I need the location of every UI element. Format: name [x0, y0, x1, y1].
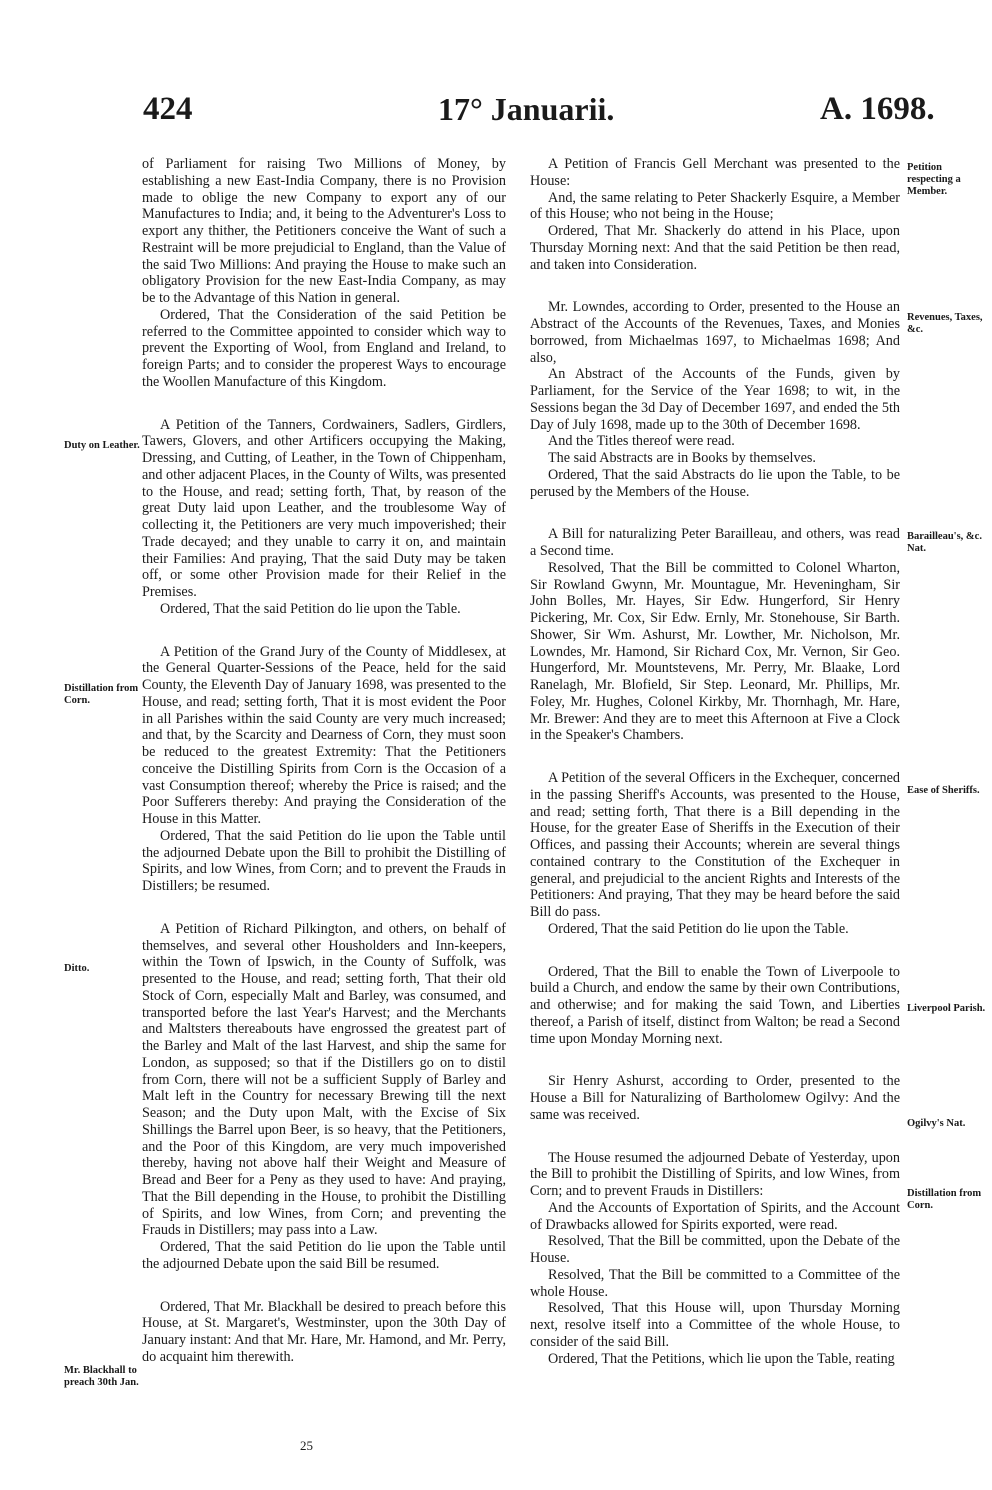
paragraph: And the Accounts of Exportation of Spirits, and the Account of Drawbacks allowed for Spirits exported, were read. [530, 1199, 900, 1233]
margin-note-sheriffs: Ease of Sheriffs. [907, 785, 980, 796]
paragraph: of Parliament for raising Two Millions of Money, by establishing a new East-India Company, there is no Provision made to oblige the new Company to export any of our Manufactures to India; and, it being to the Adventurer's Loss to export any thither, the Petitioners conceive the Want of such a Restraint will be more prejudicial to England, than the Value of the said Two Millions: And praying the House to make such an obligatory Provision for the new East-India Company, as may be to the Advantage of this Nation in general. [142, 156, 506, 306]
paragraph: Ordered, That the Bill to enable the Town of Liverpoole to build a Church, and endow the same by their own Contributions, and otherwise; and for making the said Town, and Liberties thereof, a Parish of itself, distinct from Walton; be read a Second time upon Monday Morning next. [530, 963, 900, 1047]
margin-note-liverpool: Liverpool Parish. [907, 1003, 986, 1014]
margin-note-barailleau: Barailleau's, &c. Nat. [907, 531, 982, 554]
margin-note-duty-leather: Duty on Leather. [64, 440, 140, 451]
paragraph: Sir Henry Ashurst, according to Order, presented to the House a Bill for Naturalizing of Bartholomew Ogilvy: And the same was received. [530, 1073, 900, 1123]
signature-mark: 25 [300, 1438, 313, 1453]
paragraph: A Petition of the Grand Jury of the County of Middlesex, at the General Quarter-Sessions of the Peace, held for the said County, the Eleventh Day of January 1698, was presented to the House, and read; setting forth, That it is most evident the Poor in all Parishes within the said County are very much increased; and that, by the Scarcity and Dearness of Corn, they must soon be reduced to the greatest Extremity: That the Petitioners conceive the Distilling Spirits from Corn is the Occasion of a vast Consumption thereof; whereby the Price is raised; and the Poor Sufferers thereby: And praying the Consideration of the House in this Matter. [142, 643, 506, 827]
paragraph: Ordered, That the Consideration of the said Petition be referred to the Committee appointed to consider which way to prevent the Exporting of Wool, from England and Ireland, to foreign Parts; and to consider the properest Ways to encourage the Woollen Manufacture of this Kingdom. [142, 306, 506, 390]
paragraph: The House resumed the adjourned Debate of Yesterday, upon the Bill to prohibit the Distilling of Spirits, and low Wines, from Corn; and to prevent Frauds in Distillers: [530, 1149, 900, 1199]
paragraph: Ordered, That the said Petition do lie upon the Table. [160, 600, 461, 617]
paragraph: Resolved, That the Bill be committed, upon the Debate of the House. [530, 1233, 900, 1266]
right-column [530, 156, 900, 1367]
paragraph: Resolved, That the Bill be committed to Colonel Wharton, Sir Rowland Gwynn, Mr. Mountague, Mr. Heveningham, Sir John Bolles, Mr. Hayes, Sir Edw. Hungerford, Sir Henry Pickering, Mr. Cox, Sir Edw. Ernly, Mr. Stonehouse, Sir Barth. Shower, Sir Wm. Ashurst, Mr. Lowther, Mr. Nicholson, Mr. Lowndes, Mr. Hamond, Sir Richard Cox, Mr. Vernon, Sir Geo. Hungerford, Mr. Mountstevens, Mr. Perry, Mr. Blaake, Lord Ranelagh, Mr. Blofield, Sir Step. Leonard, Mr. Phillips, Mr. Foley, Mr. Hughes, Colonel Kirkby, Mr. Thornhagh, Mr. Hare, Mr. Brewer: And they are to meet this Afternoon at Five a Clock in the Speaker's Chambers. [530, 559, 900, 744]
paragraph: And the Titles thereof were read. [548, 433, 735, 450]
paragraph: Ordered, That Mr. Shackerly do attend in his Place, upon Thursday Morning next: And that the said Petition be then read, and taken into Consideration. [530, 223, 900, 273]
paragraph: A Petition of Francis Gell Merchant was presented to the House: [530, 156, 900, 189]
margin-note-distillation-2: Distillation from Corn. [907, 1188, 982, 1211]
paragraph: A Petition of the Tanners, Cordwainers, Sadlers, Girdlers, Tawers, Glovers, and other Artificers occupying the Making, Dressing, and Cutting, of Leather, in the Town of Chippenham, and other adjacent Places, in the County of Wilts, was presented to the House, and read; setting forth, That, by reason of the great Duty laid upon Leather, and the troublesome Way of collecting it, the Petitioners are very much impoverished; their Trade decayed; and they unable to carry it on, and maintain their Families: And praying, That the said Duty may be taken off, or some other Provision made for their Relief in the Premises. [142, 416, 507, 600]
paragraph: A Petition of Richard Pilkington, and others, on behalf of themselves, and several other Housholders and Inn-keepers, within the Town of Ipswich, in the County of Suffolk, was presented to the House, and read; setting forth, That their old Stock of Corn, especially Malt and Barley, was consumed, and transported before the last Year's Harvest; and the Merchants and Maltsters thereabouts have engrossed the greatest part of the Barley and Malt of the last Harvest, and ship the same for London, as supposed; so that if the Distillers go on to distil from Corn, there will not be a sufficient Supply of Barley and Malt left in the Country for necessary Brewing till the next Season; and the Duty upon Malt, with the Excise of Six Shillings the Barrel upon Beer, is so heavy, that the Petitioners, and the Poor of this Kingdom, are very much impoverished thereby, having not above half their Weight and Measure of Bread and Beer for a Peny as they used to have: And praying, That the Bill depending in the House, to prohibit the Distilling of Spirits, and low Wines, from Corn; and preventing the Frauds in Distillers; may pass into a Law. [142, 920, 506, 1239]
page-number: 424 [143, 91, 193, 127]
margin-note-ogilvy: Ogilvy's Nat. [907, 1118, 966, 1129]
paragraph: An Abstract of the Accounts of the Funds, given by Parliament, for the Service of the Year 1698; to wit, in the Sessions began the 3d Day of December 1697, and ended the 5th Day of July 1698, made up to the 30th of December 1698. [530, 366, 900, 433]
margin-note-petition-member: Petition respecting a Member. [907, 162, 961, 197]
paragraph: Ordered, That the said Abstracts do lie upon the Table, to be perused by the Members of the House. [530, 466, 900, 500]
page-year: A. 1698. [820, 91, 935, 127]
margin-note-distillation: Distillation from Corn. [64, 683, 139, 706]
paragraph: Resolved, That this House will, upon Thursday Morning next, resolve itself into a Committee of the whole House, to consider of the said Bill. [530, 1300, 900, 1350]
paragraph: Ordered, That Mr. Blackhall be desired to preach before this House, at St. Margaret's, Westminster, upon the 30th Day of January instant: And that Mr. Hare, Mr. Hamond, and Mr. Perry, do acquaint him therewith. [142, 1298, 506, 1365]
margin-note-blackhall: Mr. Blackhall to preach 30th Jan. [64, 1365, 139, 1388]
paragraph: Mr. Lowndes, according to Order, presented to the House an Abstract of the Accounts of the Revenues, Taxes, and Monies borrowed, from Michaelmas 1697, to Michaelmas 1698; And also, [530, 299, 900, 366]
paragraph: Ordered, That the said Petition do lie upon the Table. [548, 920, 849, 937]
margin-note-ditto: Ditto. [64, 963, 90, 974]
left-column [142, 156, 506, 1366]
paragraph: The said Abstracts are in Books by themselves. [548, 450, 816, 466]
page-date-title: 17° Januarii. [438, 91, 615, 127]
paragraph: Ordered, That the said Petition do lie upon the Table until the adjourned Debate upon the Bill to prohibit the Distilling of Spirits, and low Wines, from Corn; and to prevent the Frauds in Distillers; be resumed. [142, 827, 506, 894]
paragraph: Ordered, That the Petitions, which lie upon the Table, reating [548, 1350, 895, 1367]
paragraph: And, the same relating to Peter Shackerly Esquire, a Member of this House; who not being in the House; [530, 189, 900, 223]
paragraph: A Petition of the several Officers in the Exchequer, concerned in the passing Sheriff's Accounts, was presented to the House, and read; setting forth, That there is a Bill depending in the House, for the greater Ease of Sheriffs in the Execution of their Offices, and passing their Accounts; wherein are several things contained contrary to the Constitution of the Exchequer in general, and prejudicial to the ancient Rights and Interests of the Petitioners: And praying, That they may be heard before the said Bill do pass. [530, 770, 900, 920]
paragraph: A Bill for naturalizing Peter Barailleau, and others, was read a Second time. [530, 526, 900, 559]
paragraph: Resolved, That the Bill be committed to a Committee of the whole House. [530, 1266, 900, 1300]
paragraph: Ordered, That the said Petition do lie upon the Table until the adjourned Debate upon the said Bill be resumed. [142, 1239, 506, 1272]
margin-note-revenues: Revenues, Taxes, &c. [907, 312, 983, 335]
